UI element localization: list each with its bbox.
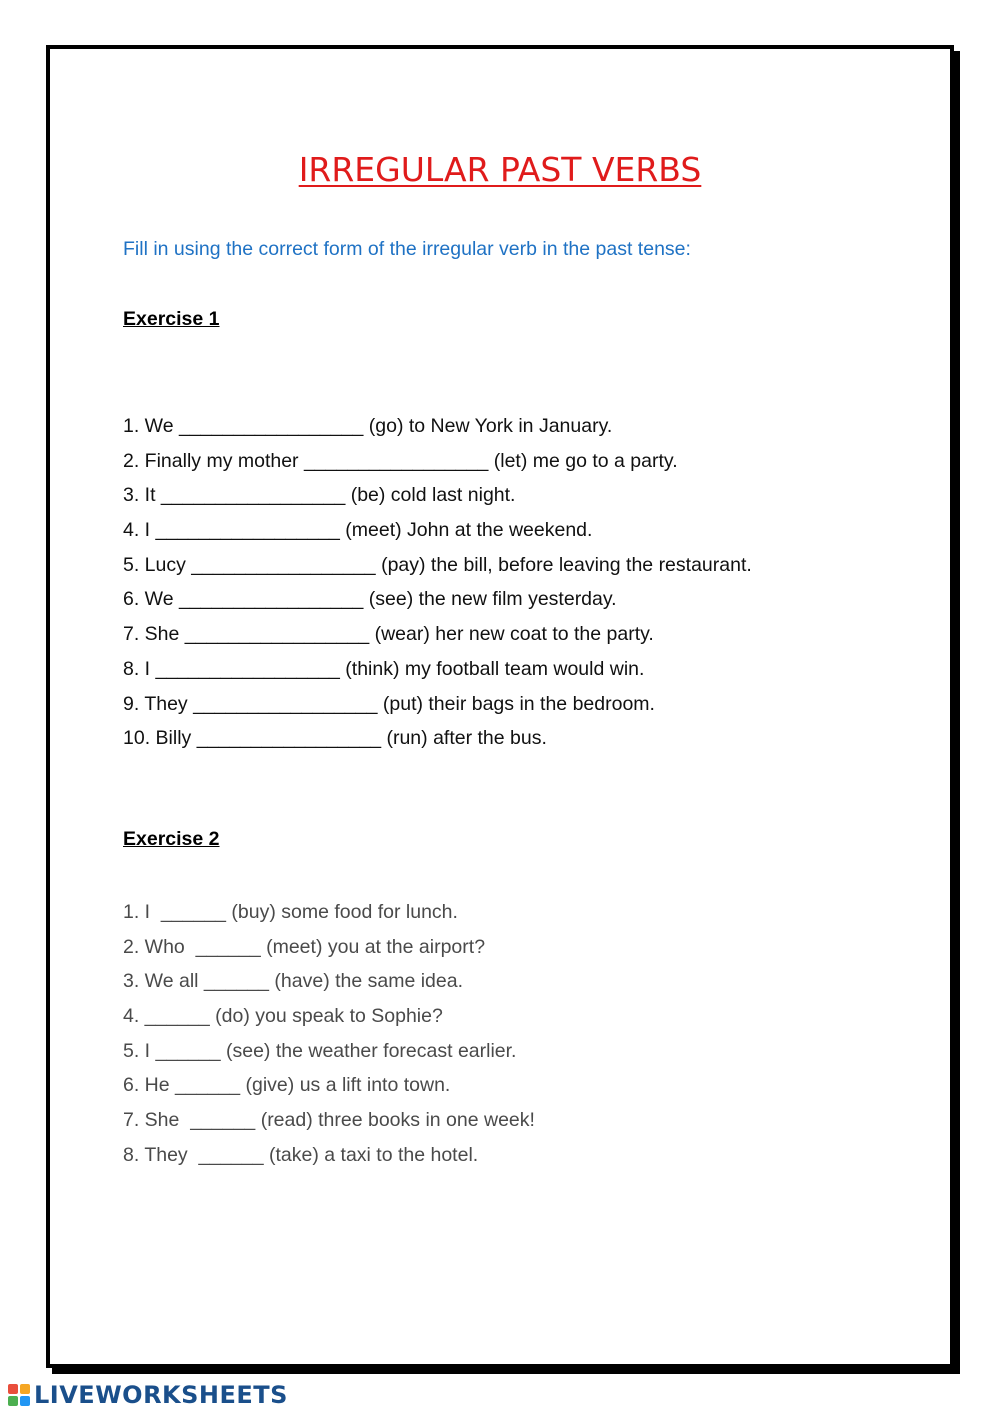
exercise-2-list [123,898,535,1176]
exercise-1-item[interactable]: 1. We _________________ (go) to New York in January. [123,415,613,437]
logo-text: LIVEWORKSHEETS [34,1381,288,1409]
exercise-1-item[interactable]: 9. They _________________ (put) their bags in the bedroom. [123,692,655,715]
exercise-2-item[interactable]: 8. They ______ (take) a taxi to the hotel. [123,1143,479,1166]
liveworksheets-logo-icon [8,1384,30,1406]
exercise-1-list [123,412,752,759]
worksheet-title: IRREGULAR PAST VERBS [298,150,702,189]
exercise-2-item[interactable]: 6. He ______ (give) us a lift into town. [123,1074,451,1097]
worksheet-instructions: Fill in using the correct form of the irregular verb in the past tense: [123,238,691,260]
exercise-1-item[interactable]: 10. Billy _________________ (run) after the bus. [123,727,547,750]
exercise-2-item[interactable]: 5. I ______ (see) the weather forecast earlier. [123,1039,517,1062]
exercise-2-item[interactable]: 3. We all ______ (have) the same idea. [123,970,464,993]
liveworksheets-logo[interactable] [8,1382,288,1408]
exercise-1-item[interactable]: 2. Finally my mother _________________ (let) me go to a party. [123,449,678,472]
exercise-1-item[interactable]: 7. She _________________ (wear) her new coat to the party. [123,623,654,646]
logo-cube-green [8,1396,18,1406]
exercise-2-item[interactable]: 1. I ______ (buy) some food for lunch. [123,901,458,923]
logo-cube-red [8,1384,18,1394]
logo-cube-blue [20,1396,30,1406]
exercise-1-item[interactable]: 6. We _________________ (see) the new film yesterday. [123,588,617,611]
worksheet-page [46,45,954,1368]
exercise-1-item[interactable]: 4. I _________________ (meet) John at the weekend. [123,519,593,542]
exercise-1-item[interactable]: 3. It _________________ (be) cold last night. [123,484,516,507]
exercise-1-heading: Exercise 1 [123,308,220,330]
exercise-1-item[interactable]: 8. I _________________ (think) my football team would win. [123,657,645,680]
exercise-1-item[interactable]: 5. Lucy _________________ (pay) the bill, before leaving the restaurant. [123,553,752,576]
logo-cube-orange [20,1384,30,1394]
exercise-2-heading: Exercise 2 [123,828,220,850]
exercise-2-item[interactable]: 2. Who ______ (meet) you at the airport? [123,935,486,958]
exercise-2-item[interactable]: 7. She ______ (read) three books in one week! [123,1109,535,1132]
exercise-2-item[interactable]: 4. ______ (do) you speak to Sophie? [123,1005,443,1028]
